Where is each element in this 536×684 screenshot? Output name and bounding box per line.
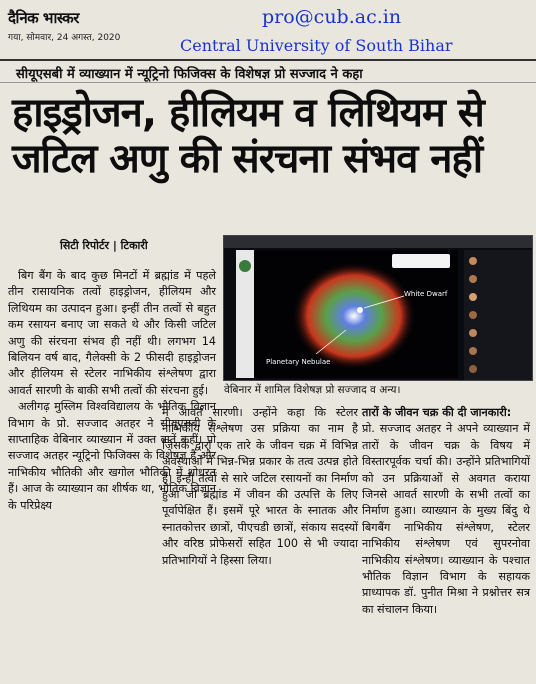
participant-thumb bbox=[466, 272, 530, 286]
participant-thumb bbox=[466, 344, 530, 358]
byline: सिटी रिपोर्टर | टिकारी bbox=[60, 239, 148, 252]
white-dwarf-label: White Dwarf bbox=[404, 290, 448, 298]
header-rule bbox=[0, 59, 536, 61]
column-2 bbox=[162, 405, 358, 569]
kicker: सीयूएसबी में व्याख्यान में न्यूट्रिनो फिजिक्स के विशेषज्ञ प्रो सज्जाद ने कहा bbox=[16, 67, 363, 82]
participant-thumb bbox=[466, 254, 530, 268]
headline-line-1: हाइड्रोजन, हीलियम व लिथियम से bbox=[12, 90, 484, 136]
subheading: तारों के जीवन चक्र की दी जानकारी: bbox=[362, 406, 512, 419]
paragraph: में आवर्त सारणी। उन्होंने कहा कि स्टेलर नाभिकीय संश्लेषण उस प्रक्रिया का नाम है जिसके द्वारा एक तारे के जीवन चक्र में विभिन्न अवस्थाओं में भिन्न-भिन्न प्रकार के तत्व उत्पन्न होते हैं। इन्हीं तत्वों से सारे जटिल रसायनों का निर्माण हुआ जो ब्रह्मांड में जीवन की उत्पत्ति के लिए पूर्वापेक्षित हैं। इसमें पूरे भारत के स्नातक और स्नातकोत्तर छात्रों, पीएचडी छात्रों, संकाय सदस्यों और वरिष्ठ प्रोफेसरों सहित 100 से भी ज्यादा प्रतिभागियों ने हिस्सा लिया। bbox=[162, 406, 358, 567]
dateline: गया, सोमवार, 24 अगस्त, 2020 bbox=[8, 33, 121, 43]
newspaper-logo: दैनिक भास्कर bbox=[8, 9, 79, 27]
kicker-rule bbox=[0, 82, 536, 83]
participant-thumb bbox=[466, 290, 530, 304]
webinar-notification bbox=[392, 254, 450, 268]
presentation-slide bbox=[236, 250, 458, 378]
nebula-label: Planetary Nebulae bbox=[266, 358, 331, 366]
paragraph: प्रो. सज्जाद अतहर ने अपने व्याख्यान में तारों के जीवन चक्र के विषय में विस्तारपूर्वक चर्चा की। उन्होंने प्रतिभागियों को उन प्रक्रियाओं से अवगत कराया जिनसे आवर्त सारणी के सभी तत्वों का निर्माण हुआ। व्याख्यान के मुख्य बिंदु थे बिगबैंग नाभिकीय संश्लेषण, स्टेलर नाभिकीय संश्लेषण एवं सुपरनोवा नाभिकीय संश्लेषण। व्याख्यान के पश्चात भौतिक विज्ञान विभाग के सहायक प्राध्यापक डॉ. पुनीत मिश्रा ने प्रश्नोत्तर सत्र का संचालन किया। bbox=[362, 422, 530, 616]
headline-line-2: जटिल अणु की संरचना संभव नहीं bbox=[12, 136, 483, 182]
participant-panel bbox=[464, 250, 532, 380]
paragraph: अलीगढ़ मुस्लिम विश्वविद्यालय के भौतिक विज्ञान विभाग के प्रो. सज्जाद अतहर ने सीयूएसबी के साप्ताहिक वेबिनार व्याख्यान में उक्त बातें कहीं। प्रो सज्जाद अतहर न्यूट्रिनो फिजिक्स के विशेषज्ञ हैं और नाभिकीय भौतिकी और खगोल भौतिकी में शोधरत हैं। आज के व्याख्यान का शीर्षक था, भौतिक विज्ञान के परिप्रेक्ष्य bbox=[8, 400, 216, 512]
email-overlay: pro@cub.ac.in bbox=[262, 6, 402, 28]
paragraph: बिग बैंग के बाद कुछ मिनटों में ब्रह्मांड में पहले तीन रासायनिक तत्वों हाइड्रोजन, हीलियम और लिथियम का उत्पादन हुआ। इन्हीं तीन तत्वों से बहुत कम रसायन बनाए जा सकते थे और किसी जटिल अणु की संरचना संभव ही नहीं थी। लगभग 14 बिलियन वर्ष बाद, गैलेक्सी के 2 फीसदी हाइड्रोजन और हीलियम से स्टेलर नाभिकीय संश्लेषण द्वारा आवर्त सारणी के बाकी सभी तत्वों की संरचना हुई। bbox=[8, 269, 216, 397]
participant-thumb bbox=[466, 362, 530, 376]
participant-thumb bbox=[466, 326, 530, 340]
column-3 bbox=[362, 405, 530, 618]
photo-caption: वेबिनार में शामिल विशेषज्ञ प्रो सज्जाद व अन्य। bbox=[224, 384, 401, 396]
webinar-toolbar bbox=[224, 236, 532, 248]
nebula-image bbox=[236, 250, 458, 378]
article-photo bbox=[223, 235, 533, 381]
university-overlay: Central University of South Bihar bbox=[180, 36, 453, 55]
participant-thumb bbox=[466, 308, 530, 322]
